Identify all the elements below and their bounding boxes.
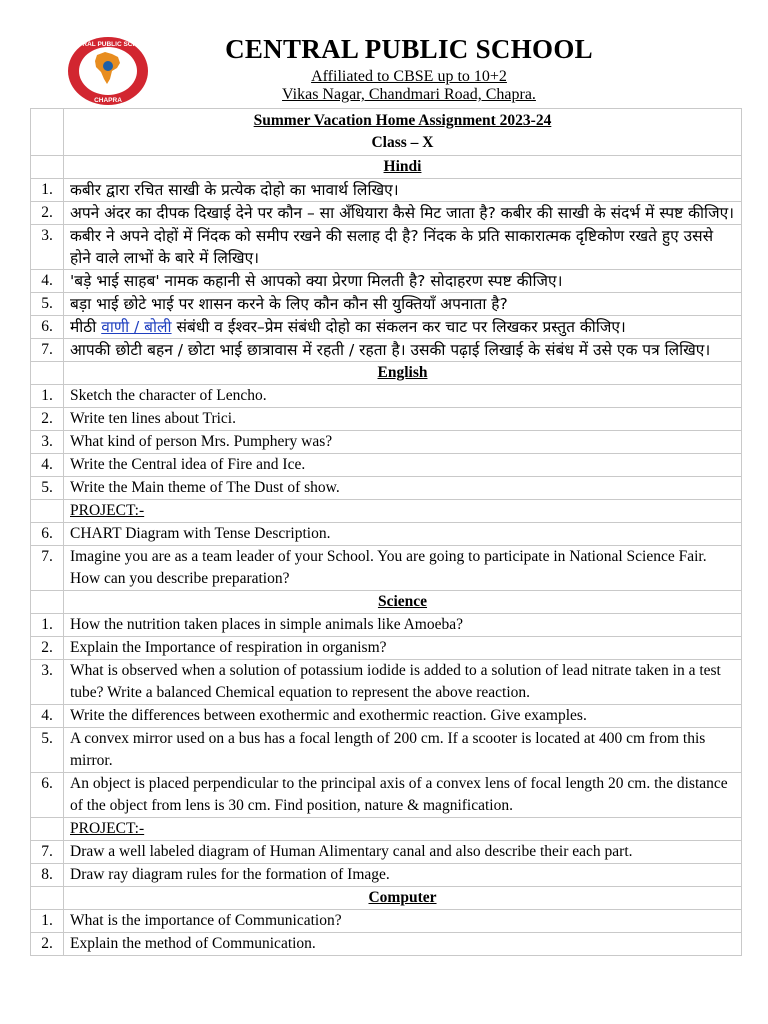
question-text: Write the Central idea of Fire and Ice. (64, 454, 742, 477)
question-text: CHART Diagram with Tense Description. (64, 523, 742, 546)
section-title-cell (64, 591, 742, 614)
question-text: Write the differences between exothermic and exothermic reaction. Give examples. (64, 705, 742, 728)
assignment-table-body (31, 109, 742, 956)
question-text: Write the Main theme of The Dust of show. (64, 477, 742, 500)
question-row (31, 705, 742, 728)
address-text: Vikas Nagar, Chandmari Road, Chapra. (282, 86, 536, 103)
question-row (31, 523, 742, 546)
question-text (64, 316, 742, 339)
project-label: PROJECT:- (70, 502, 145, 519)
school-name: CENTRAL PUBLIC SCHOOL (225, 34, 593, 64)
question-number: 6. (31, 523, 64, 546)
empty-cell (31, 362, 64, 385)
question-row (31, 408, 742, 431)
question-number: 3. (31, 431, 64, 454)
question-row (31, 841, 742, 864)
question-number: 5. (31, 477, 64, 500)
logo-ring-text-bottom: CHAPRA (94, 97, 122, 104)
section-header-computer (31, 887, 742, 910)
question-number: 5. (31, 728, 64, 773)
affiliation-line (0, 68, 768, 86)
question-number: 2. (31, 933, 64, 956)
question-row (31, 546, 742, 591)
question-number: 3. (31, 225, 64, 270)
question-row (31, 728, 742, 773)
question-number: 6. (31, 316, 64, 339)
assignment-heading (64, 109, 742, 156)
project-label: PROJECT:- (70, 820, 145, 837)
question-row (31, 270, 742, 293)
question-text: बड़ा भाई छोटे भाई पर शासन करने के लिए कौन कौन सी युक्तियाँ अपनाता है? (64, 293, 742, 316)
question-row (31, 316, 742, 339)
empty-cell (31, 887, 64, 910)
question-text: Explain the Importance of respiration in organism? (64, 637, 742, 660)
question-row (31, 225, 742, 270)
question-row (31, 202, 742, 225)
question-text: Draw ray diagram rules for the formation of Image. (64, 864, 742, 887)
question-number: 7. (31, 546, 64, 591)
project-label-row (31, 500, 742, 523)
question-text: How the nutrition taken places in simple animals like Amoeba? (64, 614, 742, 637)
question-row (31, 431, 742, 454)
question-text: 'बड़े भाई साहब' नामक कहानी से आपको क्या प्रेरणा मिलती है? सोदाहरण स्पष्ट कीजिए। (64, 270, 742, 293)
section-title-cell (64, 362, 742, 385)
question-number (31, 500, 64, 523)
empty-cell (31, 591, 64, 614)
question-row (31, 637, 742, 660)
question-row (31, 660, 742, 705)
section-title-cell (64, 156, 742, 179)
question-row (31, 179, 742, 202)
question-text: Write ten lines about Trici. (64, 408, 742, 431)
project-label-cell (64, 500, 742, 523)
section-title-science: Science (377, 593, 428, 610)
question-text: An object is placed perpendicular to the principal axis of a convex lens of focal length 20 cm. the distance of the object from lens is 30 cm. Find position, nature & magnification. (64, 773, 742, 818)
question-row (31, 454, 742, 477)
address-line (0, 86, 768, 104)
logo-ring-text-top: CENTRAL PUBLIC SCHOOL (65, 41, 151, 48)
question-text: Draw a well labeled diagram of Human Alimentary canal and also describe their each part. (64, 841, 742, 864)
question-text: कबीर द्वारा रचित साखी के प्रत्येक दोहो का भावार्थ लिखिए। (64, 179, 742, 202)
question-text: What is the importance of Communication? (64, 910, 742, 933)
section-header-science (31, 591, 742, 614)
question-number: 2. (31, 637, 64, 660)
project-label-cell (64, 818, 742, 841)
question-number: 1. (31, 614, 64, 637)
question-row (31, 933, 742, 956)
question-number: 4. (31, 705, 64, 728)
question-number: 7. (31, 339, 64, 362)
section-header-hindi (31, 156, 742, 179)
empty-cell (31, 156, 64, 179)
assignment-title-row (31, 109, 742, 156)
question-text: What is observed when a solution of potassium iodide is added to a solution of lead nitrate taken in a test tube? Write a balanced Chemical equation to represent the above reaction. (64, 660, 742, 705)
question-row (31, 864, 742, 887)
question-row (31, 339, 742, 362)
question-number: 1. (31, 385, 64, 408)
question-text: कबीर ने अपने दोहों में निंदक को समीप रखने की सलाह दी है? निंदक के प्रति साकारात्मक दृष्टिकोण रखते हुए उससे होने वाले लाभों के बारे में लिखिए। (64, 225, 742, 270)
question-number: 4. (31, 454, 64, 477)
question-text: Imagine you are as a team leader of your School. You are going to participate in National Science Fair. How can you describe preparation? (64, 546, 742, 591)
question-text-part: मीठी (70, 318, 102, 336)
question-number: 2. (31, 408, 64, 431)
question-text: A convex mirror used on a bus has a focal length of 200 cm. If a scooter is located at 400 cm from this mirror. (64, 728, 742, 773)
question-row (31, 477, 742, 500)
question-number (31, 818, 64, 841)
question-row (31, 910, 742, 933)
question-text: अपने अंदर का दीपक दिखाई देने पर कौन – सा अँधियारा कैसे मिट जाता है? कबीर की साखी के संदर्भ में स्पष्ट कीजिए। (64, 202, 742, 225)
question-row (31, 773, 742, 818)
question-number: 3. (31, 660, 64, 705)
question-number: 4. (31, 270, 64, 293)
question-row (31, 293, 742, 316)
section-header-english (31, 362, 742, 385)
section-title-english: English (377, 364, 428, 381)
question-text: Explain the method of Communication. (64, 933, 742, 956)
question-text-part: संबंधी व ईश्वर–प्रेम संबंधी दोहो का संकलन कर चाट पर लिखकर प्रस्तुत कीजिए। (171, 318, 626, 336)
section-title-computer: Computer (368, 889, 437, 906)
affiliation-text: Affiliated to CBSE up to 10+2 (311, 68, 507, 85)
question-number: 7. (31, 841, 64, 864)
question-row (31, 385, 742, 408)
project-label-row (31, 818, 742, 841)
question-text: Sketch the character of Lencho. (64, 385, 742, 408)
hyperlink-text[interactable]: वाणी / बोली (101, 318, 172, 336)
question-number: 1. (31, 910, 64, 933)
assignment-title: Summer Vacation Home Assignment 2023-24 (253, 112, 552, 129)
question-row (31, 614, 742, 637)
assignment-class: Class – X (371, 134, 434, 151)
question-text: What kind of person Mrs. Pumphery was? (64, 431, 742, 454)
question-number: 6. (31, 773, 64, 818)
section-title-cell (64, 887, 742, 910)
empty-cell (31, 109, 64, 156)
question-number: 1. (31, 179, 64, 202)
question-number: 2. (31, 202, 64, 225)
section-title-hindi: Hindi (383, 158, 422, 175)
question-number: 8. (31, 864, 64, 887)
question-number: 5. (31, 293, 64, 316)
assignment-table (30, 108, 742, 956)
question-text: आपकी छोटी बहन / छोटा भाई छात्रावास में रहती / रहता है। उसकी पढ़ाई लिखाई के संबंध में उसे एक पत्र लिखिए। (64, 339, 742, 362)
